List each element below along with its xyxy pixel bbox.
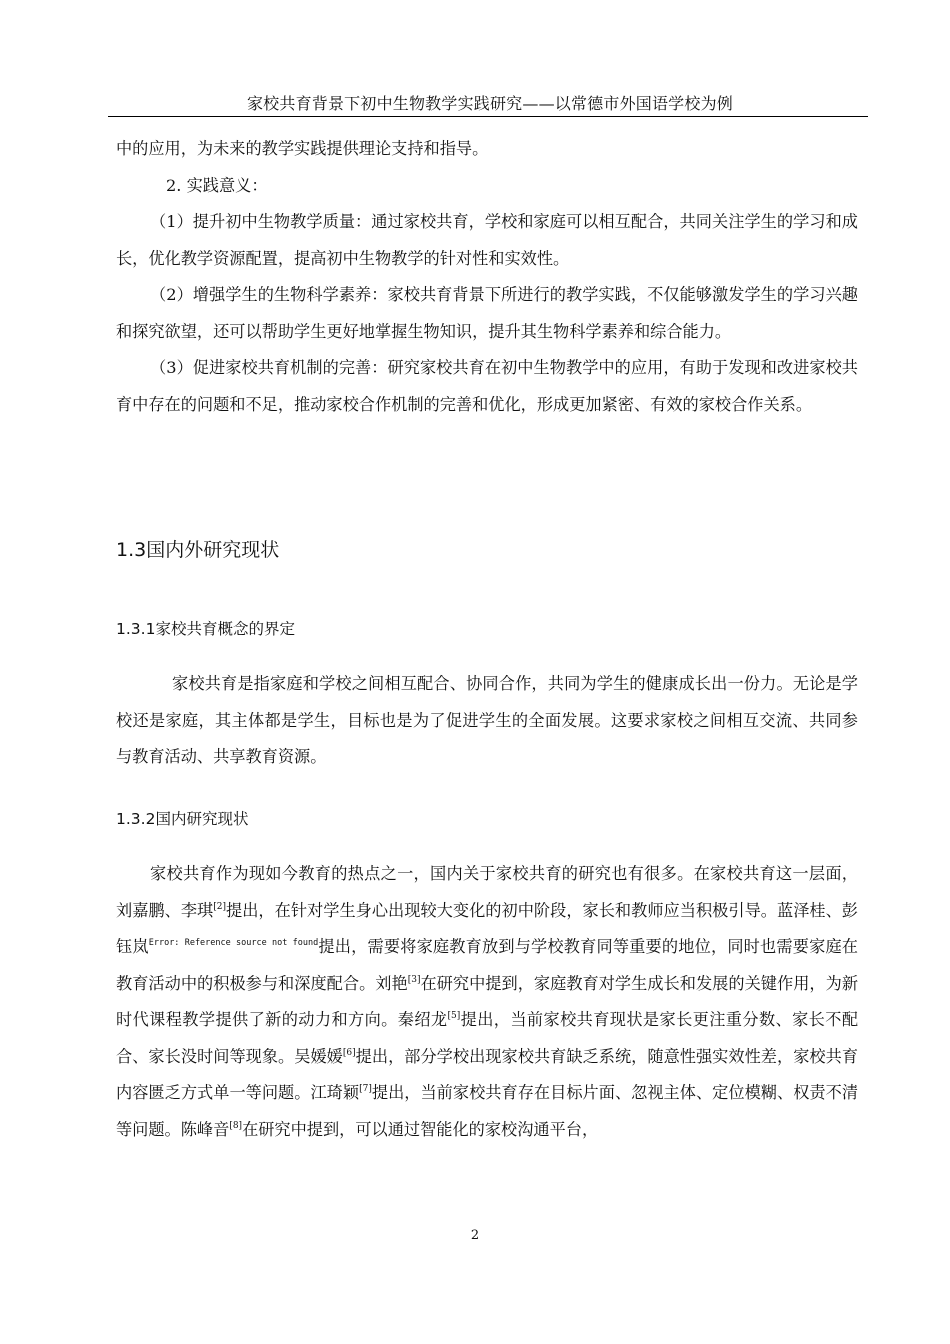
citation-ref-5[interactable]: [5] (447, 1011, 461, 1021)
domestic-research-block (116, 856, 858, 1148)
section-heading-1-3-1: 1.3.1家校共育概念的界定 (116, 620, 295, 638)
paragraph-continuation: 中的应用，为未来的教学实践提供理论支持和指导。 (116, 139, 489, 158)
paragraph-point-1: （1）提升初中生物教学质量：通过家校共育，学校和家庭可以相互配合，共同关注学生的学习和成长，优化教学资源配置，提高初中生物教学的针对性和实效性。 (116, 212, 858, 268)
section-heading-1-3: 1.3国内外研究现状 (116, 539, 280, 561)
text-segment: 提出，在针对学生身心出现较大变化的初中阶段，家长和教师应当积极引导。蓝泽桂、彭钰岚 (116, 900, 858, 956)
citation-ref-7[interactable]: [7] (359, 1084, 372, 1094)
paragraph-domestic-research (116, 856, 858, 1148)
reference-error-note: Error: Reference source not found (148, 938, 319, 948)
citation-ref-3[interactable]: [3] (407, 974, 421, 985)
text-segment: 在研究中提到，家庭教育对学生成长和发展的关键作用，为新时代课程教学提供了新的动力和方向。秦绍龙 (116, 973, 859, 1029)
page-number: 2 (470, 1228, 480, 1243)
paragraph-point-2: （2）增强学生的生物科学素养：家校共育背景下所进行的教学实践，不仅能够激发学生的学习兴趣和探究欲望，还可以帮助学生更好地掌握生物知识，提升其生物科学素养和综合能力。 (116, 285, 858, 341)
practical-significance-heading: 2. 实践意义： (166, 175, 268, 195)
running-header: 家校共育背景下初中生物教学实践研究——以常德市外国语学校为例 (246, 94, 733, 113)
text-segment: 提出，需要将家庭教育放到与学校教育同等重要的地位，同时也需要家庭在教育活动中的积极参与和深度配合。刘艳 (116, 937, 858, 993)
text-segment: 提出，部分学校出现家校共育缺乏系统，随意性强实效性差，家校共育内容匮乏方式单一等问题。江琦颖 (116, 1046, 859, 1102)
text-segment: 提出，当前家校共育存在目标片面、忽视主体、定位模糊、权责不清等问题。陈峰音 (116, 1083, 859, 1139)
header-rule (108, 116, 868, 117)
definition-block (116, 666, 858, 776)
text-segment: 提出，当前家校共育现状是家长更注重分数、家长不配合、家长没时间等现象。吴媛媛 (116, 1010, 859, 1066)
section-heading-1-3-2: 1.3.2国内研究现状 (116, 810, 249, 828)
intro-text-block (116, 131, 858, 423)
citation-ref-8[interactable]: [8] (229, 1120, 243, 1131)
paragraph-definition: 家校共育是指家庭和学校之间相互配合、协同合作，共同为学生的健康成长出一份力。无论是学校还是家庭，其主体都是学生，目标也是为了促进学生的全面发展。这要求家校之间相互交流、共同参与教育活动、共享教育资源。 (116, 674, 858, 766)
citation-ref-2[interactable]: [2] (213, 901, 226, 912)
text-segment: 在研究中提到，可以通过智能化的家校沟通平台， (242, 1119, 599, 1139)
text-segment: 家校共育作为现如今教育的热点之一，国内关于家校共育的研究也有很多。在家校共育这一层面，刘嘉鹏、李琪 (116, 864, 858, 920)
paragraph-point-3: （3）促进家校共育机制的完善：研究家校共育在初中生物教学中的应用，有助于发现和改进家校共育中存在的问题和不足，推动家校合作机制的完善和优化，形成更加紧密、有效的家校合作关系。 (116, 358, 858, 414)
citation-ref-6[interactable]: [6] (342, 1047, 356, 1058)
